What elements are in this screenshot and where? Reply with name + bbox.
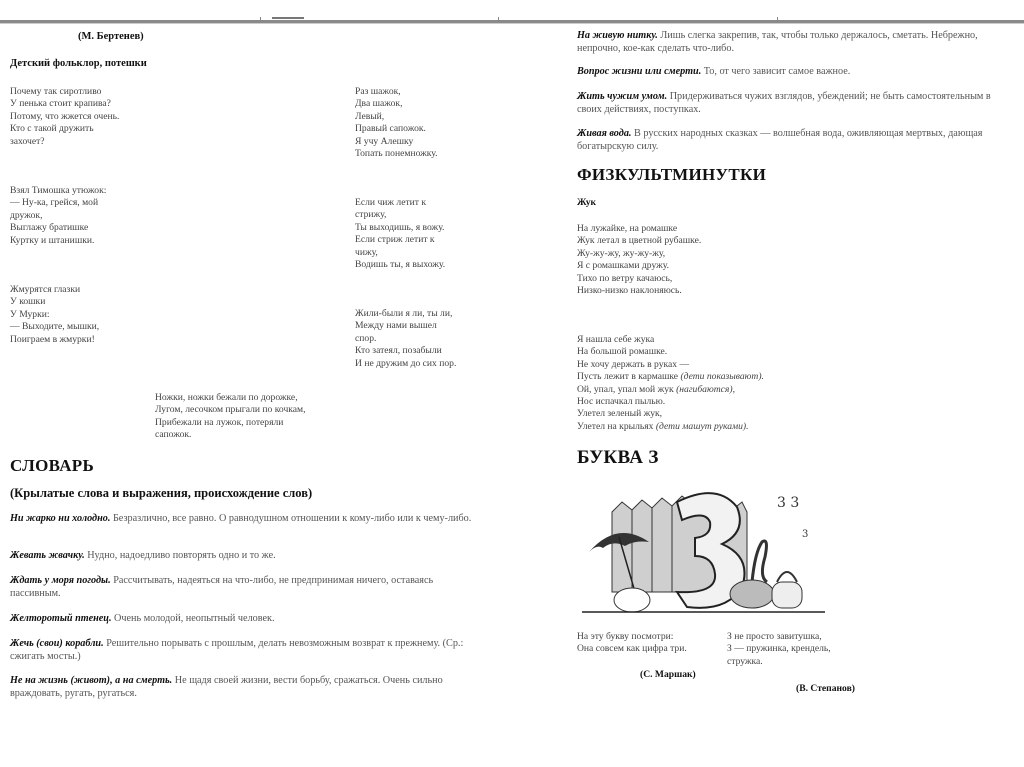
folklore-heading: Детский фольклор, потешки [10,58,147,69]
poem-line: У кошки [10,296,46,308]
author-marshak: (С. Маршак) [640,669,696,680]
caption-marshak [577,631,687,656]
poem-line: стружка. [727,655,763,667]
poem [577,334,764,433]
dictionary-entries-left [10,513,480,700]
entry-definition: Очень молодой, неопытный человек. [114,613,275,624]
poem [355,197,445,271]
poem-line: Нос испачкал пылью. [577,396,666,408]
poem-line: Потому, что жжется очень. [10,110,120,122]
dictionary-entry [10,550,480,575]
poem-line: Улетел на крыльях (дети машут руками). [577,420,749,432]
poem-line: Ой, упал, упал мой жук (нагибаются), [577,383,735,395]
poem-line: И не дружим до сих пор. [355,357,457,369]
poem-line: Она совсем как цифра три. [577,643,687,655]
poem-line: Левый, [355,110,385,122]
poem-line: Не хочу держать в руках — [577,358,690,370]
poem-line: спор. [355,332,377,344]
poem-line: Жили-были я ли, ты ли, [355,308,453,319]
author-bertenev: (М. Бертенев) [78,31,144,42]
poem-line: Если стриж летит к [355,234,435,246]
entry-term: Ждать у моря погоды. [10,575,111,586]
entry-term: Жевать жвачку. [10,550,85,561]
poem-line: стрижу, [355,209,387,221]
entry-term: Вопрос жизни или смерти. [577,66,702,77]
poem-line: Раз шажок, [355,86,401,97]
poem [155,392,306,442]
dictionary-entries-right [577,30,1017,153]
poem-line: Куртку и штанишки. [10,234,95,246]
poem-line: На эту букву посмотри: [577,631,674,642]
poem-line: На большой ромашке. [577,346,668,358]
poem [10,284,99,346]
svg-text:3: 3 [802,529,809,540]
poem-line: Пусть лежит в кармашке (дети показывают). [577,371,764,383]
poem-line: У Мурки: [10,308,50,320]
poem-line: Лугом, лесочком прыгали по кочкам, [155,404,306,416]
poem-line: Кто затеял, позабыли [355,345,442,357]
dictionary-entry [10,638,480,675]
poem-line: З — пружинка, крендель, [727,643,831,655]
poem-line: Топать понемножку. [355,148,438,160]
dictionary-subheading: (Крылатые слова и выражения, происхождение слов) [10,486,313,500]
poem [577,223,701,297]
poem [355,308,456,370]
entry-definition: То, от чего зависит самое важное. [703,66,851,77]
fizkult-heading: ФИЗКУЛЬТМИНУТКИ [577,165,767,184]
ruler-tick [260,17,261,23]
poem-line: Жу-жу-жу, жу-жу-жу, [577,247,666,259]
poem-line: З не просто завитушка, [727,631,822,642]
entry-term: Жить чужим умом. [577,91,668,102]
stage-direction: (нагибаются), [676,383,735,395]
entry-definition: Лишь слегка закрепив, так, чтобы только держалось, сметать. Небрежно, непрочно, кое-как сделать что-либо. [577,30,978,54]
dictionary-heading: СЛОВАРЬ [10,456,95,475]
poem-line: Поиграем в жмурки! [10,333,95,345]
poem-line: — Ну-ка, грейся, мой [10,197,99,209]
author-stepanov: (В. Степанов) [796,683,855,694]
entry-term: На живую нитку. [577,30,658,41]
dictionary-entry [577,91,1017,128]
entry-term: Живая вода. [577,128,632,139]
poem [10,185,106,247]
poem-line: дружок, [10,209,43,221]
poem-line: Жук летал в цветной рубашке. [577,235,702,247]
poem-title-zhuk: Жук [577,197,597,208]
entry-term: Желторотый птенец. [10,613,112,624]
poem-line: Прибежали на лужок, потеряли [155,416,284,428]
entry-definition: Нудно, надоедливо повторять одно и то же. [87,550,276,561]
page-top-rule [0,20,1024,24]
entry-term: Ни жарко ни холодно. [10,513,111,524]
poem-line: Почему так сиротливо [10,86,102,97]
ruler-tick [777,17,778,23]
entry-definition: Решительно порывать с прошлым, делать невозможным возврат к прежнему. (Ср.: сжигать мосты.) [10,638,464,662]
dictionary-entry [577,66,1017,91]
stage-direction: (дети машут руками). [655,420,749,432]
dictionary-entry [577,128,1017,153]
poem-line: Улетел зеленый жук, [577,408,663,420]
entry-definition: Безразлично, все равно. О равнодушном отношении к кому-либо или к чему-либо. [112,513,472,524]
entry-definition: Придерживаться чужих взглядов, убеждений; не быть самостоятельным в своих действиях, поступках. [577,91,991,115]
poem-line: Если чиж летит к [355,197,427,208]
letter-heading: БУКВА З [577,447,659,468]
ruler-tick [498,17,499,23]
poem-line: Жмурятся глазки [10,284,81,295]
poem-line: На лужайке, на ромашке [577,223,678,234]
poem-line: Ножки, ножки бежали по дорожке, [155,392,298,403]
poem [10,86,119,148]
poem-line: захочет? [10,135,45,147]
entry-definition: Рассчитывать, надеяться на что-либо, не предпринимая ничего, оставаясь пассивным. [10,575,434,599]
poem-line: чижу, [355,246,378,258]
svg-text:3 3: 3 3 [777,495,800,511]
poem-line: Взял Тимошка утюжок: [10,185,107,196]
stage-direction: (дети показывают). [680,371,764,383]
entry-term: Не на жизнь (живот), а на смерть. [10,675,173,686]
poem-line: Ты выходишь, я вожу. [355,221,445,233]
poem-line: Тихо по ветру качаюсь, [577,272,673,284]
poem-line: Низко-низко наклоняюсь. [577,285,682,297]
dictionary-entry [10,513,480,550]
poem-line: Кто с такой дружить [10,123,94,135]
poem-line: Водишь ты, я выхожу. [355,259,446,271]
poem-line: сапожок. [155,429,192,441]
dictionary-entry [10,613,480,638]
entry-definition: В русских народных сказках — волшебная вода, оживляющая мертвых, дающая богатырскую силу. [577,128,983,152]
poem-line: Два шажок, [355,98,403,110]
poem [355,86,438,160]
dictionary-entry [577,30,1017,66]
ruler-tab-marker [272,17,304,19]
poem-line: Выглажу братишке [10,222,89,234]
poem-line: Между нами вышел [355,320,437,332]
poem-line: Я с ромашками дружу. [577,260,669,272]
entry-definition: Не щадя своей жизни, вести борьбу, сражаться. Очень сильно враждовать, ругать, ругаться. [10,675,443,699]
entry-term: Жечь (свои) корабли. [10,638,104,649]
poem-line: Я нашла себе жука [577,334,655,345]
poem-line: — Выходите, мышки, [10,321,100,333]
dictionary-entry [10,575,480,613]
poem-line: Правый сапожок. [355,123,426,135]
poem-line: У пенька стоит крапива? [10,98,111,110]
caption-stepanov [727,631,831,668]
dictionary-entry [10,675,480,700]
letter-z-illustration [577,482,827,617]
poem-line: Я учу Алешку [355,135,414,147]
